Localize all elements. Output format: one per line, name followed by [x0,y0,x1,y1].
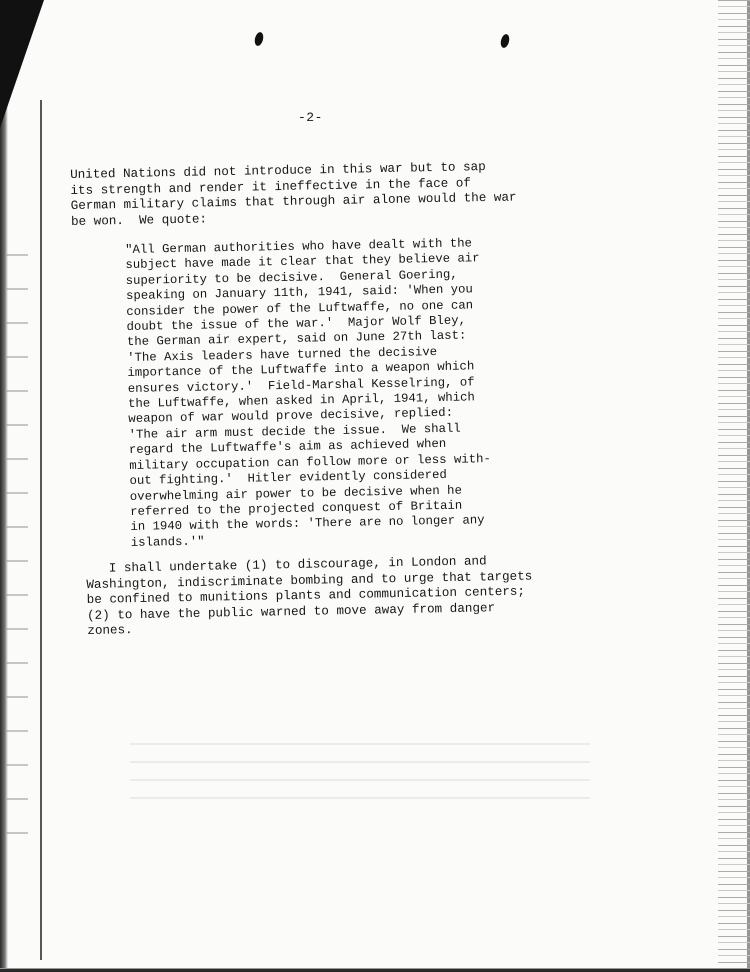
punch-hole-mark [253,31,264,47]
block-quote: "All German authorities who have dealt with the subject have made it clear that they believe air superiority to be decisive. General Goering, speaking on January 11th, 1941, said: 'When you consider the power of the Luftwaffe, no one can doubt the issue of the war.' Major Wolf Bley, the German air expert, said on June 27th last: 'The Axis leaders have turned the decisive importance of the Luftwaffe into a weapon which ensures victory.' Field-Marshal Kesselring, of the Luftwaffe, when asked in April, 1941, which weapon of war would prove decisive, replied: 'The air arm must decide the issue. We shall regard the Luftwaffe's aim as achieved when military occupation can follow more or less with- out fighting.' Hitler evidently considered overwhelming air power to be decisive when he referred to the projected conquest of Britain in 1940 with the words: 'There are no longer any islands.'" [125,236,491,550]
scan-corner-shadow [0,0,44,128]
page-number: -2- [298,110,323,125]
scan-edge-bottom [0,958,750,972]
punch-hole-mark [499,33,510,49]
scan-binding-line [40,100,42,960]
closing-paragraph: I shall undertake (1) to discourage, in London and Washington, indiscriminate bombing and to urge that targets be confined to munitions plants and communication centers; (2) to have the public warned to move away from danger zones. [86,554,533,638]
scan-edge-right [718,0,750,972]
scan-margin-specks [6,240,28,840]
intro-paragraph: United Nations did not introduce in this war but to sap its strength and render it ineffective in the face of German military claims that through air alone would the war be won. We quote: [70,160,517,229]
bleed-through-marks [130,730,590,810]
